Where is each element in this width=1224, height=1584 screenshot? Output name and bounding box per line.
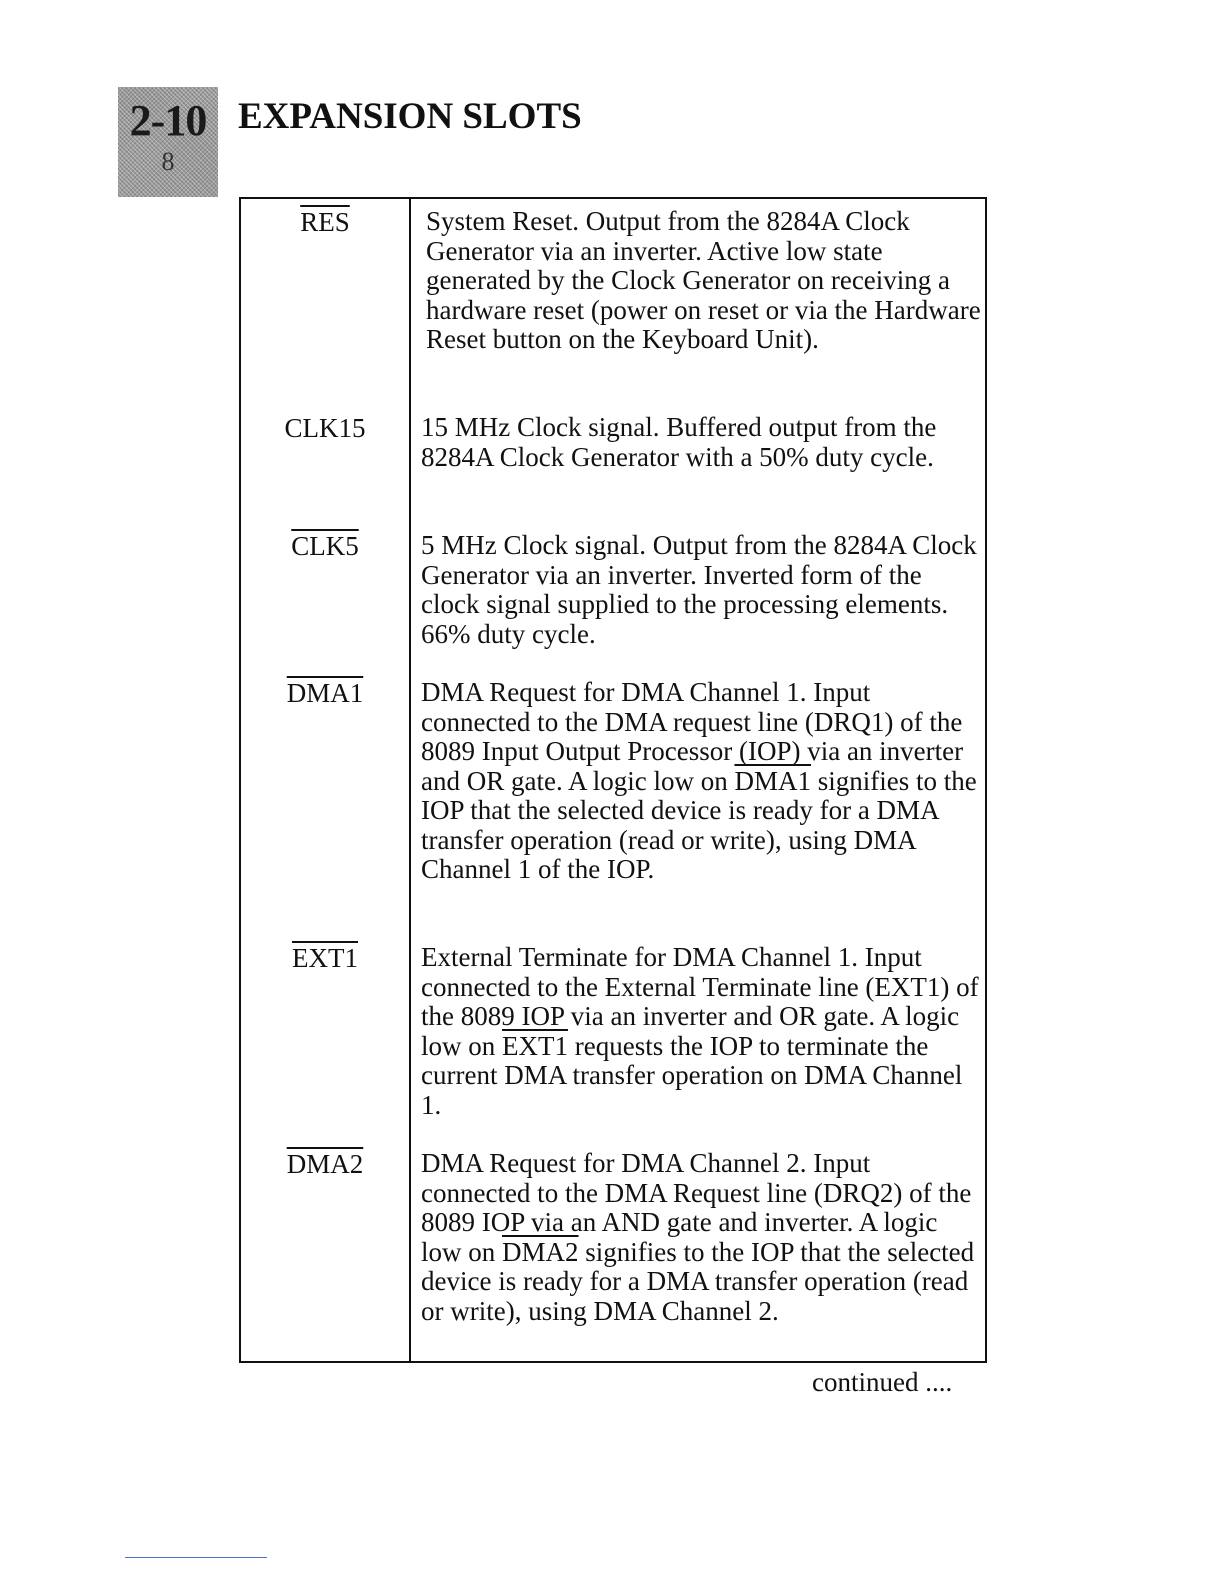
section-badge <box>118 87 218 197</box>
signal-name: EXT1 <box>292 943 358 973</box>
signal-description: System Reset. Output from the 8284A Clock Generator via an inverter. Active low state generated by the Clock Generator on receiving a hardware reset (power on reset or via the Hardware Reset button on the Keyboard Unit). <box>426 206 981 354</box>
column-divider <box>409 199 411 1361</box>
inline-signal-name: EXT1 <box>502 1030 568 1061</box>
signal-name: DMA2 <box>286 1149 364 1179</box>
signal-description: DMA Request for DMA Channel 1. Input connected to the DMA request line (DRQ1) of the 8089 Input Output Processor (IOP) via an inverter and OR gate. A logic low on DMA1 signifies to the IOP that the selected device is ready for a DMA transfer operation (read or write), using DMA Channel 1 of the IOP. <box>421 677 977 884</box>
signal-name: CLK15 <box>284 413 366 443</box>
signal-name: CLK5 <box>291 531 359 561</box>
signal-name: DMA1 <box>286 678 364 708</box>
section-sub-number: 8 <box>161 147 175 176</box>
footer-rule <box>125 1557 267 1558</box>
signal-description: 15 MHz Clock signal. Buffered output from the 8284A Clock Generator with a 50% duty cycle. <box>421 412 937 472</box>
section-number: 2-10 <box>129 96 207 145</box>
inline-signal-name: DMA2 <box>502 1236 579 1267</box>
signal-description: External Terminate for DMA Channel 1. Input connected to the External Terminate line (EXT1) of the 8089 IOP via an inverter and OR gate. A logic low on EXT1 requests the IOP to terminate the current DMA transfer operation on DMA Channel 1. <box>421 942 979 1120</box>
signal-description: 5 MHz Clock signal. Output from the 8284A Clock Generator via an inverter. Inverted form of the clock signal supplied to the processing elements. 66% duty cycle. <box>421 530 977 649</box>
inline-signal-name: DMA1 <box>734 765 811 796</box>
continued-note: continued .... <box>812 1367 953 1397</box>
signal-name: $\overline{RES}$ <box>300 207 350 237</box>
signal-table <box>239 197 987 1363</box>
signal-description: DMA Request for DMA Channel 2. Input connected to the DMA Request line (DRQ2) of the 8089 IOP via an AND gate and inverter. A logic low on DMA2 signifies to the IOP that the selected device is ready for a DMA transfer operation (read or write), using DMA Channel 2. <box>421 1148 975 1326</box>
page-title: EXPANSION SLOTS <box>238 96 582 137</box>
